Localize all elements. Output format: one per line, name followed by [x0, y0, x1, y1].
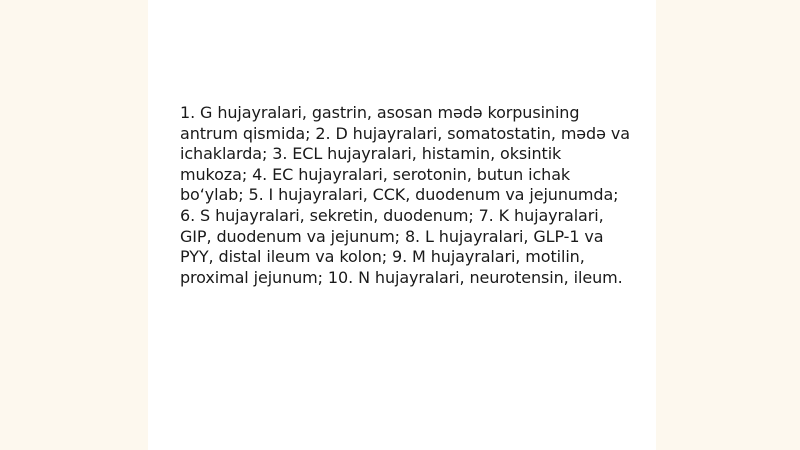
body-paragraph: 1. G hujayralari, gastrin, asosan mədə korpusining antrum qismida; 2. D hujayralari, somatostatin, mədə va ichaklarda; 3. ECL hujayralari, histamin, oksintik mukoza; 4. EC hujayralari, serotonin, butun ichak bo‘ylab; 5. I hujayralari, CCK, duodenum va jejunumda; 6. S hujayralari, sekretin, duodenum; 7. K hujayralari, GIP, duodenum va jejunum; 8. L hujayralari, GLP-1 va PYY, distal ileum va kolon; 9. M hujayralari, motilin, proximal jejunum; 10. N hujayralari, neurotensin, ileum. [180, 103, 630, 287]
document-page [148, 0, 656, 450]
